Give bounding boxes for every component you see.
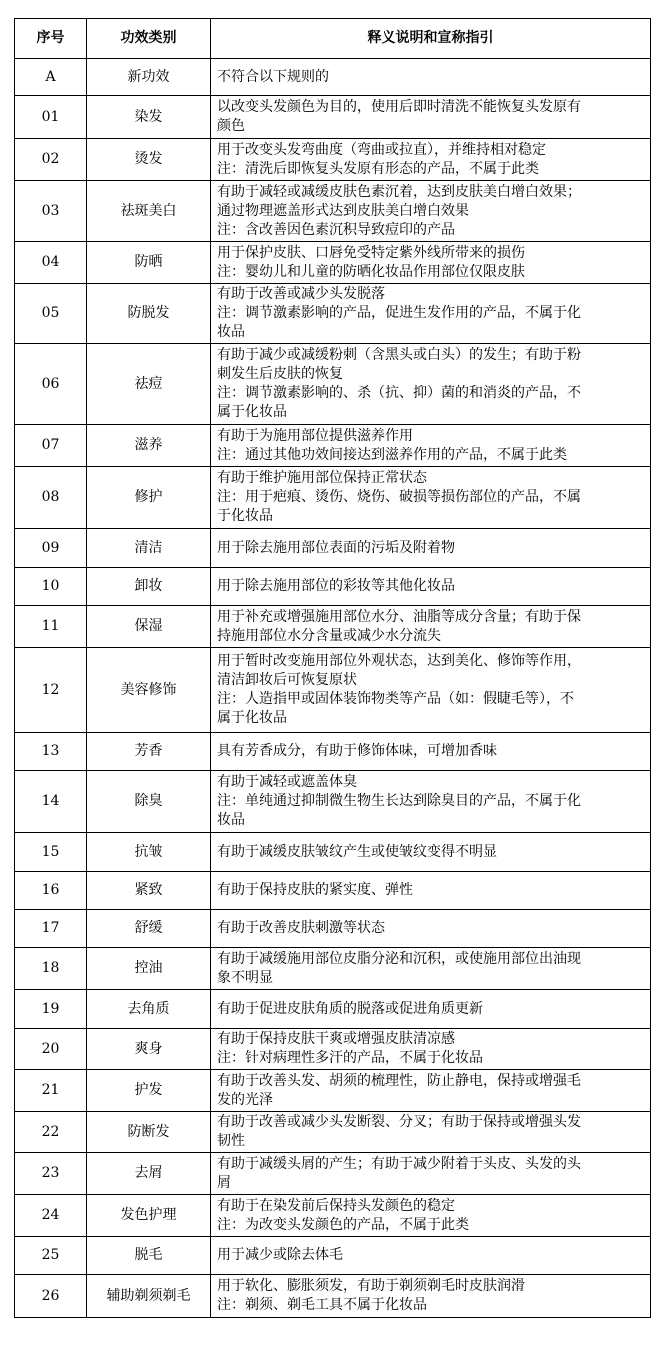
row-description	[211, 1275, 651, 1318]
table-row	[15, 1237, 651, 1275]
row-serial-number: 09	[15, 529, 87, 568]
description-line: 有助于减缓皮肤皱纹产生或使皱纹变得不明显	[217, 843, 497, 860]
table-row	[15, 1275, 651, 1318]
description-line: 属于化妆品	[217, 404, 287, 420]
header-description-guidance: 释义说明和宣称指引	[211, 19, 651, 59]
table-row	[15, 344, 651, 425]
description-line: 用于暂时改变施用部位外观状态，达到美化、修饰等作用，	[217, 653, 581, 669]
description-line: 属于化妆品	[217, 710, 287, 726]
row-description	[211, 771, 651, 833]
row-serial-number: 04	[15, 242, 87, 284]
row-efficacy-category: 新功效	[87, 59, 211, 96]
row-description	[211, 284, 651, 344]
description-line: 用于改变头发弯曲度（弯曲或拉直），并维持相对稳定	[217, 141, 546, 158]
description-line: 注：用于疤痕、烫伤、烧伤、破损等损伤部位的产品，不属	[217, 489, 581, 505]
description-line: 清洁卸妆后可恢复原状	[217, 672, 357, 688]
row-efficacy-category: 除臭	[87, 771, 211, 833]
row-serial-number: 21	[15, 1070, 87, 1112]
table-row	[15, 242, 651, 284]
row-serial-number: 26	[15, 1275, 87, 1318]
description-line: 注：为改变头发颜色的产品，不属于此类	[217, 1216, 469, 1233]
table-row	[15, 948, 651, 990]
row-serial-number: 08	[15, 467, 87, 529]
row-serial-number: 01	[15, 96, 87, 139]
table-row	[15, 833, 651, 872]
row-serial-number: 05	[15, 284, 87, 344]
row-efficacy-category: 祛痘	[87, 344, 211, 425]
table-row	[15, 59, 651, 96]
description-line: 韧性	[217, 1133, 245, 1149]
table-header-row	[15, 19, 651, 59]
efficacy-category-table	[14, 18, 651, 1318]
table-row	[15, 96, 651, 139]
row-serial-number: 13	[15, 733, 87, 771]
row-description	[211, 990, 651, 1029]
description-line: 不符合以下规则的	[217, 68, 329, 85]
row-description	[211, 467, 651, 529]
row-efficacy-category: 保湿	[87, 606, 211, 648]
row-efficacy-category: 防脱发	[87, 284, 211, 344]
row-description	[211, 948, 651, 990]
description-line: 象不明显	[217, 969, 273, 986]
row-description	[211, 648, 651, 733]
row-serial-number: 23	[15, 1153, 87, 1195]
row-description	[211, 139, 651, 181]
row-serial-number: 14	[15, 771, 87, 833]
row-efficacy-category: 卸妆	[87, 568, 211, 606]
description-line: 妆品	[217, 812, 245, 828]
row-description	[211, 529, 651, 568]
description-line: 持施用部位水分含量或减少水分流失	[217, 627, 441, 644]
header-efficacy-category: 功效类别	[87, 19, 211, 59]
table-row	[15, 181, 651, 242]
description-line: 用于软化、膨胀须发，有助于剃须剃毛时皮肤润滑	[217, 1278, 525, 1294]
description-line: 有助于减轻或遮盖体臭	[217, 774, 357, 790]
row-efficacy-category: 抗皱	[87, 833, 211, 872]
table-row	[15, 1029, 651, 1070]
description-line: 具有芳香成分，有助于修饰体味，可增加香味	[217, 743, 497, 759]
row-serial-number: 25	[15, 1237, 87, 1275]
description-line: 用于减少或除去体毛	[217, 1247, 343, 1263]
description-line: 有助于改善或减少头发断裂、分叉；有助于保持或增强头发	[217, 1114, 581, 1130]
description-line: 有助于维护施用部位保持正常状态	[217, 470, 427, 486]
description-line: 用于除去施用部位的彩妆等其他化妆品	[217, 578, 455, 594]
row-description	[211, 242, 651, 284]
row-serial-number: 19	[15, 990, 87, 1029]
row-description	[211, 872, 651, 910]
table-row	[15, 1112, 651, 1153]
row-efficacy-category: 爽身	[87, 1029, 211, 1070]
row-efficacy-category: 去屑	[87, 1153, 211, 1195]
row-efficacy-category: 舒缓	[87, 910, 211, 948]
row-description	[211, 1112, 651, 1153]
row-efficacy-category: 去角质	[87, 990, 211, 1029]
table-body	[15, 59, 651, 1318]
description-line: 妆品	[217, 324, 245, 340]
description-line: 注：清洗后即恢复头发原有形态的产品，不属于此类	[217, 160, 539, 177]
description-line: 通过物理遮盖形式达到皮肤美白增白效果	[217, 202, 469, 219]
row-description	[211, 1237, 651, 1275]
table-row	[15, 467, 651, 529]
row-description	[211, 344, 651, 425]
description-line: 有助于减少或减缓粉刺（含黑头或白头）的发生；有助于粉	[217, 347, 581, 363]
row-description	[211, 1070, 651, 1112]
description-line: 注：婴幼儿和儿童的防晒化妆品作用部位仅限皮肤	[217, 263, 525, 280]
description-line: 有助于保持皮肤的紧实度、弹性	[217, 882, 413, 898]
description-line: 发的光泽	[217, 1091, 273, 1108]
description-line: 有助于改善皮肤刺激等状态	[217, 920, 385, 936]
row-serial-number: 15	[15, 833, 87, 872]
description-line: 于化妆品	[217, 508, 273, 524]
row-efficacy-category: 紧致	[87, 872, 211, 910]
description-line: 注：剃须、剃毛工具不属于化妆品	[217, 1297, 427, 1313]
description-line: 用于除去施用部位表面的污垢及附着物	[217, 539, 455, 556]
description-line: 用于补充或增强施用部位水分、油脂等成分含量；有助于保	[217, 608, 581, 625]
table-row	[15, 733, 651, 771]
table-row	[15, 648, 651, 733]
table-row	[15, 990, 651, 1029]
description-line: 注：单纯通过抑制微生物生长达到除臭目的产品，不属于化	[217, 793, 581, 809]
row-efficacy-category: 清洁	[87, 529, 211, 568]
row-serial-number: 12	[15, 648, 87, 733]
row-description	[211, 59, 651, 96]
row-serial-number: 16	[15, 872, 87, 910]
table-row	[15, 872, 651, 910]
table-row	[15, 1195, 651, 1237]
row-efficacy-category: 芳香	[87, 733, 211, 771]
description-line: 注：调节激素影响的产品，促进生发作用的产品，不属于化	[217, 305, 581, 321]
row-serial-number: 11	[15, 606, 87, 648]
row-description	[211, 1029, 651, 1070]
table-row	[15, 1153, 651, 1195]
row-description	[211, 733, 651, 771]
row-efficacy-category: 美容修饰	[87, 648, 211, 733]
row-description	[211, 833, 651, 872]
row-efficacy-category: 滋养	[87, 425, 211, 467]
description-line: 以改变头发颜色为目的，使用后即时清洗不能恢复头发原有	[217, 99, 581, 115]
row-serial-number: 18	[15, 948, 87, 990]
row-efficacy-category: 控油	[87, 948, 211, 990]
row-description	[211, 181, 651, 242]
row-serial-number: 24	[15, 1195, 87, 1237]
row-description	[211, 606, 651, 648]
row-serial-number: 22	[15, 1112, 87, 1153]
table-row	[15, 529, 651, 568]
table-row	[15, 139, 651, 181]
description-line: 有助于改善或减少头发脱落	[217, 286, 385, 302]
description-line: 有助于减缓施用部位皮脂分泌和沉积，或使施用部位出油现	[217, 950, 581, 967]
description-line: 有助于改善头发、胡须的梳理性，防止静电，保持或增强毛	[217, 1072, 581, 1089]
row-serial-number: 17	[15, 910, 87, 948]
row-description	[211, 1195, 651, 1237]
description-line: 有助于促进皮肤角质的脱落或促进角质更新	[217, 1000, 483, 1017]
header-serial-number: 序号	[15, 19, 87, 59]
description-line: 屑	[217, 1174, 231, 1191]
row-description	[211, 425, 651, 467]
row-serial-number: 10	[15, 568, 87, 606]
row-efficacy-category: 护发	[87, 1070, 211, 1112]
row-description	[211, 568, 651, 606]
row-efficacy-category: 发色护理	[87, 1195, 211, 1237]
description-line: 注：通过其他功效间接达到滋养作用的产品，不属于此类	[217, 446, 567, 463]
row-efficacy-category: 染发	[87, 96, 211, 139]
description-line: 注：人造指甲或固体装饰物类等产品（如：假睫毛等），不	[217, 691, 574, 707]
description-line: 用于保护皮肤、口唇免受特定紫外线所带来的损伤	[217, 244, 525, 261]
row-efficacy-category: 祛斑美白	[87, 181, 211, 242]
description-line: 刺发生后皮肤的恢复	[217, 366, 343, 382]
table-row	[15, 771, 651, 833]
row-serial-number: 02	[15, 139, 87, 181]
table-row	[15, 425, 651, 467]
row-efficacy-category: 烫发	[87, 139, 211, 181]
description-line: 注：含改善因色素沉积导致痘印的产品	[217, 221, 455, 238]
description-line: 注：针对病理性多汗的产品，不属于化妆品	[217, 1050, 483, 1066]
row-efficacy-category: 脱毛	[87, 1237, 211, 1275]
row-serial-number: 07	[15, 425, 87, 467]
row-serial-number: A	[15, 59, 87, 96]
description-line: 有助于为施用部位提供滋养作用	[217, 427, 413, 444]
row-efficacy-category: 防断发	[87, 1112, 211, 1153]
row-efficacy-category: 辅助剃须剃毛	[87, 1275, 211, 1318]
description-line: 颜色	[217, 118, 245, 134]
description-line: 有助于减缓头屑的产生；有助于减少附着于头皮、头发的头	[217, 1155, 581, 1172]
table-row	[15, 606, 651, 648]
description-line: 注：调节激素影响的、杀（抗、抑）菌的和消炎的产品，不	[217, 385, 581, 401]
row-description	[211, 96, 651, 139]
row-serial-number: 06	[15, 344, 87, 425]
table-row	[15, 568, 651, 606]
table-row	[15, 284, 651, 344]
table-row	[15, 910, 651, 948]
row-serial-number: 03	[15, 181, 87, 242]
description-line: 有助于减轻或减缓皮肤色素沉着，达到皮肤美白增白效果；	[217, 183, 581, 200]
row-efficacy-category: 修护	[87, 467, 211, 529]
description-line: 有助于保持皮肤干爽或增强皮肤清凉感	[217, 1031, 455, 1047]
description-line: 有助于在染发前后保持头发颜色的稳定	[217, 1197, 455, 1214]
row-efficacy-category: 防晒	[87, 242, 211, 284]
row-description	[211, 910, 651, 948]
table-row	[15, 1070, 651, 1112]
row-description	[211, 1153, 651, 1195]
row-serial-number: 20	[15, 1029, 87, 1070]
